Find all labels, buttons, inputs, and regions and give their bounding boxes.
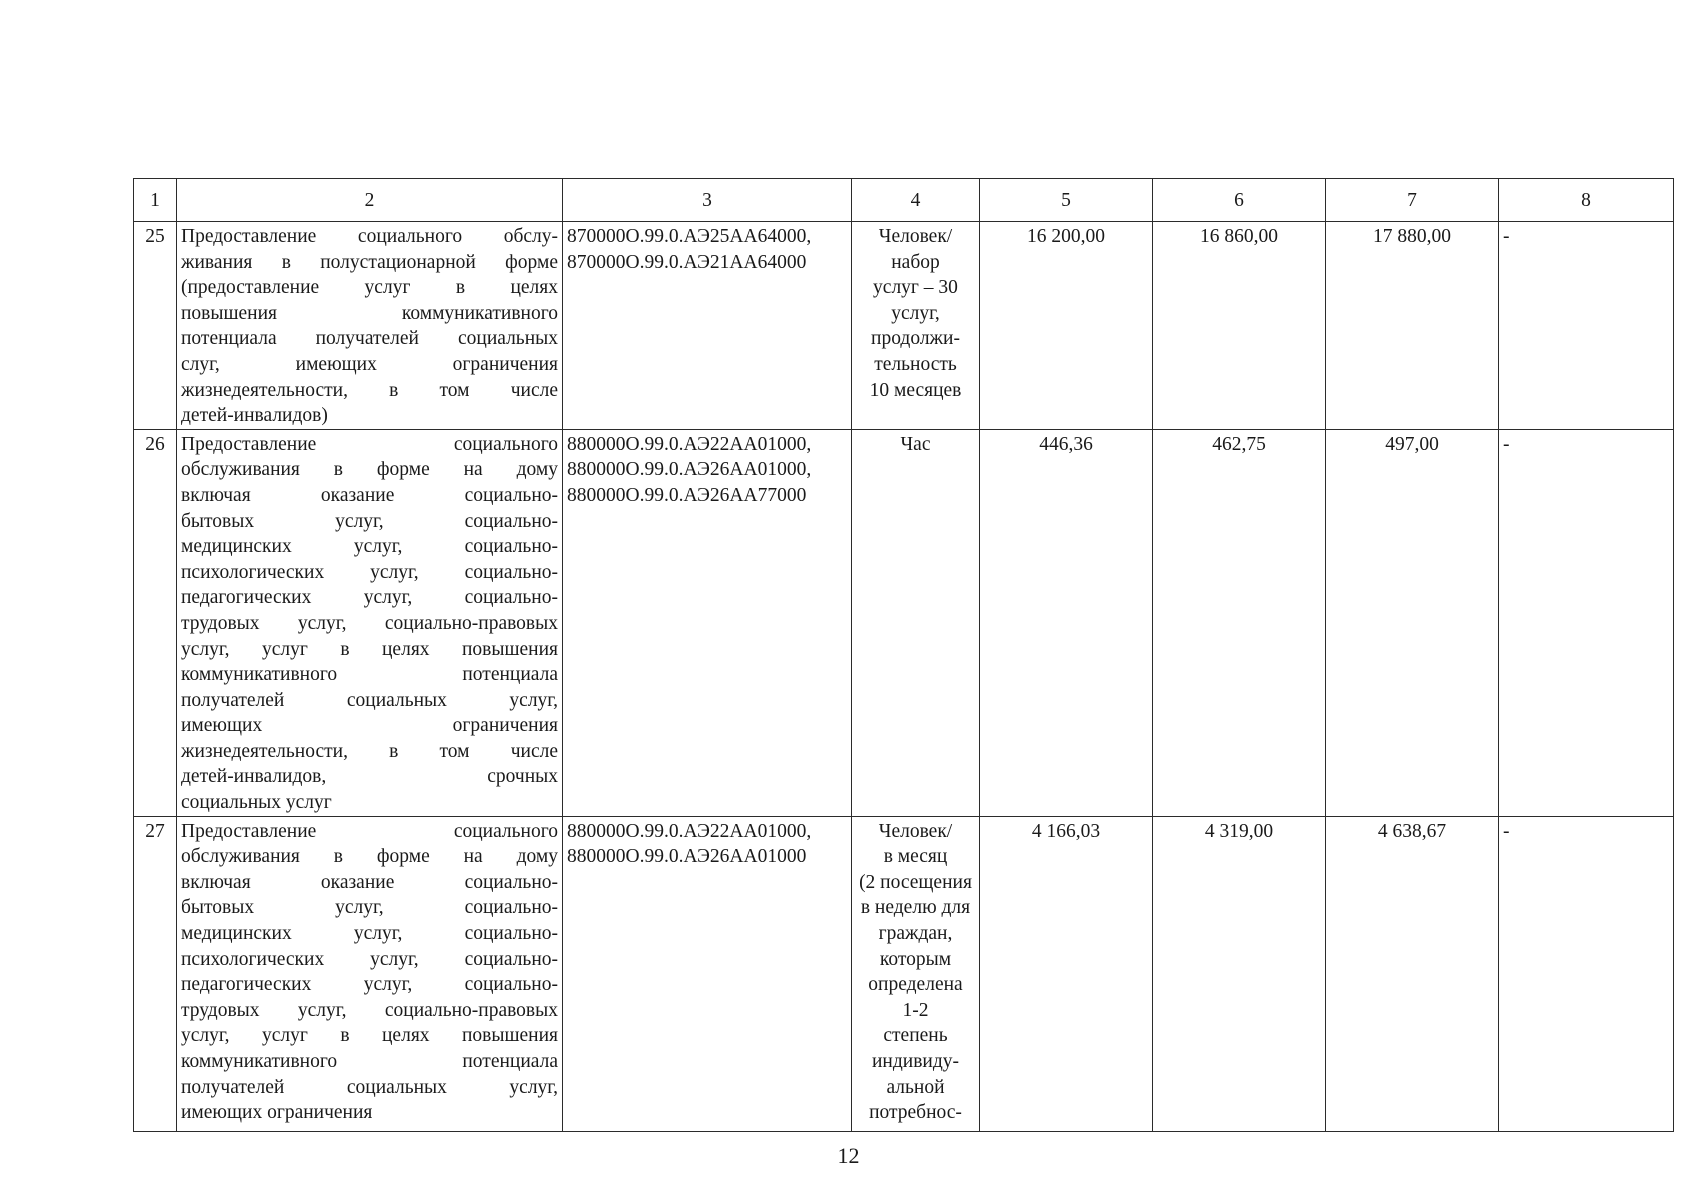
value-col-6: 462,75: [1153, 429, 1326, 816]
service-name-line: слуг, имеющих ограничения: [181, 353, 558, 375]
unit-line: Час: [900, 433, 931, 455]
service-name-line: обслуживания в форме на дому: [181, 459, 558, 481]
service-name-line: Предоставление социального: [181, 433, 558, 455]
service-name-line: педагогических услуг, социально-: [181, 974, 558, 996]
unit-line: индивиду-: [871, 1051, 960, 1072]
header-col-6: 6: [1153, 179, 1326, 222]
value-col-6: 16 860,00: [1153, 222, 1326, 430]
unit-line: Человек/: [878, 820, 953, 842]
unit-line: 1-2: [902, 999, 929, 1021]
value-col-8: -: [1499, 429, 1674, 816]
service-name-line: бытовых услуг, социально-: [181, 510, 558, 532]
service-name-line: повышения коммуникативного: [181, 302, 558, 324]
unit-cell: [852, 816, 980, 1131]
registry-code-line: 880000О.99.0.АЭ26АА01000,: [567, 459, 812, 481]
registry-code-cell: [563, 222, 852, 430]
row-number: 27: [134, 816, 177, 1131]
unit-line: тельность: [874, 353, 957, 375]
service-name-cell: [177, 222, 563, 430]
service-name-line: Предоставление социального: [181, 820, 558, 842]
value-col-5: 4 166,03: [980, 816, 1153, 1131]
value-col-5: 16 200,00: [980, 222, 1153, 430]
value-col-8: -: [1499, 222, 1674, 430]
value-col-7: 4 638,67: [1326, 816, 1499, 1131]
page-number: 12: [837, 1143, 860, 1168]
unit-cell: [852, 429, 980, 816]
unit-line: в месяц: [883, 846, 948, 868]
service-name-line: живания в полустационарной форме: [181, 251, 558, 273]
service-name-line: Предоставление социального обслу-: [181, 226, 558, 247]
unit-line: определена: [868, 974, 963, 996]
service-name-line: (предоставление услуг в целях: [181, 277, 558, 299]
service-name-line: жизнедеятельности, в том числе: [181, 740, 558, 762]
unit-cell: [852, 222, 980, 430]
service-name-line: детей-инвалидов): [181, 405, 328, 427]
service-name-line: трудовых услуг, социально-правовых: [181, 999, 558, 1021]
service-name-line: услуг, услуг в целях повышения: [181, 1025, 558, 1047]
value-col-5: 446,36: [980, 429, 1153, 816]
value-col-8: -: [1499, 816, 1674, 1131]
service-name-line: психологических услуг, социально-: [181, 948, 558, 970]
service-name-line: жизнедеятельности, в том числе: [181, 379, 558, 401]
unit-line: потребнос-: [869, 1102, 962, 1124]
table-row: [134, 222, 1674, 430]
service-name-line: педагогических услуг, социально-: [181, 587, 558, 609]
services-tariff-table: [133, 178, 1674, 1132]
table-row: [134, 429, 1674, 816]
header-col-7: 7: [1326, 179, 1499, 222]
service-name-line: детей-инвалидов, срочных: [181, 766, 558, 788]
service-name-line: психологических услуг, социально-: [181, 561, 558, 583]
header-col-3: 3: [563, 179, 852, 222]
registry-code-line: 880000О.99.0.АЭ26АА01000: [567, 846, 807, 868]
service-name-line: имеющих ограничения: [181, 715, 558, 737]
unit-line: (2 посещения: [859, 871, 972, 893]
header-col-5: 5: [980, 179, 1153, 222]
service-name-line: получателей социальных услуг,: [181, 689, 558, 711]
service-name-line: трудовых услуг, социально-правовых: [181, 612, 558, 634]
service-name-line: включая оказание социально-: [181, 871, 558, 893]
row-number: 25: [134, 222, 177, 430]
unit-line: 10 месяцев: [869, 379, 962, 401]
table-header-row: [134, 179, 1674, 222]
service-name-line: медицинских услуг, социально-: [181, 536, 558, 558]
unit-line: набор: [891, 251, 940, 273]
service-name-line: услуг, услуг в целях повышения: [181, 638, 558, 660]
unit-line: степень: [883, 1025, 948, 1047]
service-name-line: социальных услуг: [181, 792, 332, 814]
service-name-line: обслуживания в форме на дому: [181, 846, 558, 868]
service-name-line: имеющих ограничения: [181, 1102, 373, 1124]
value-col-6: 4 319,00: [1153, 816, 1326, 1131]
header-col-2: 2: [177, 179, 563, 222]
service-name-cell: [177, 816, 563, 1131]
value-col-7: 17 880,00: [1326, 222, 1499, 430]
registry-code-line: 870000О.99.0.АЭ21АА64000: [567, 251, 807, 273]
table-row: [134, 816, 1674, 1131]
unit-line: услуг – 30: [873, 277, 958, 299]
registry-code-line: 880000О.99.0.АЭ22АА01000,: [567, 433, 812, 455]
service-name-line: потенциала получателей социальных: [181, 328, 558, 350]
service-name-line: коммуникативного потенциала: [181, 664, 558, 686]
header-col-8: 8: [1499, 179, 1674, 222]
unit-line: которым: [879, 948, 952, 970]
registry-code-cell: [563, 429, 852, 816]
service-name-line: медицинских услуг, социально-: [181, 923, 558, 945]
service-name-line: бытовых услуг, социально-: [181, 897, 558, 919]
service-name-cell: [177, 429, 563, 816]
service-name-line: коммуникативного потенциала: [181, 1051, 558, 1072]
unit-line: Человек/: [878, 226, 953, 247]
unit-line: услуг,: [891, 302, 940, 324]
row-number: 26: [134, 429, 177, 816]
unit-line: граждан,: [878, 923, 953, 945]
registry-code-line: 870000О.99.0.АЭ25АА64000,: [567, 226, 812, 247]
value-col-7: 497,00: [1326, 429, 1499, 816]
unit-line: альной: [886, 1076, 945, 1098]
header-col-4: 4: [852, 179, 980, 222]
unit-line: в неделю для: [860, 897, 971, 919]
registry-code-line: 880000О.99.0.АЭ22АА01000,: [567, 820, 812, 842]
header-col-1: 1: [134, 179, 177, 222]
registry-code-cell: [563, 816, 852, 1131]
service-name-line: получателей социальных услуг,: [181, 1076, 558, 1098]
unit-line: продолжи-: [871, 328, 960, 350]
registry-code-line: 880000О.99.0.АЭ26АА77000: [567, 484, 807, 506]
service-name-line: включая оказание социально-: [181, 484, 558, 506]
